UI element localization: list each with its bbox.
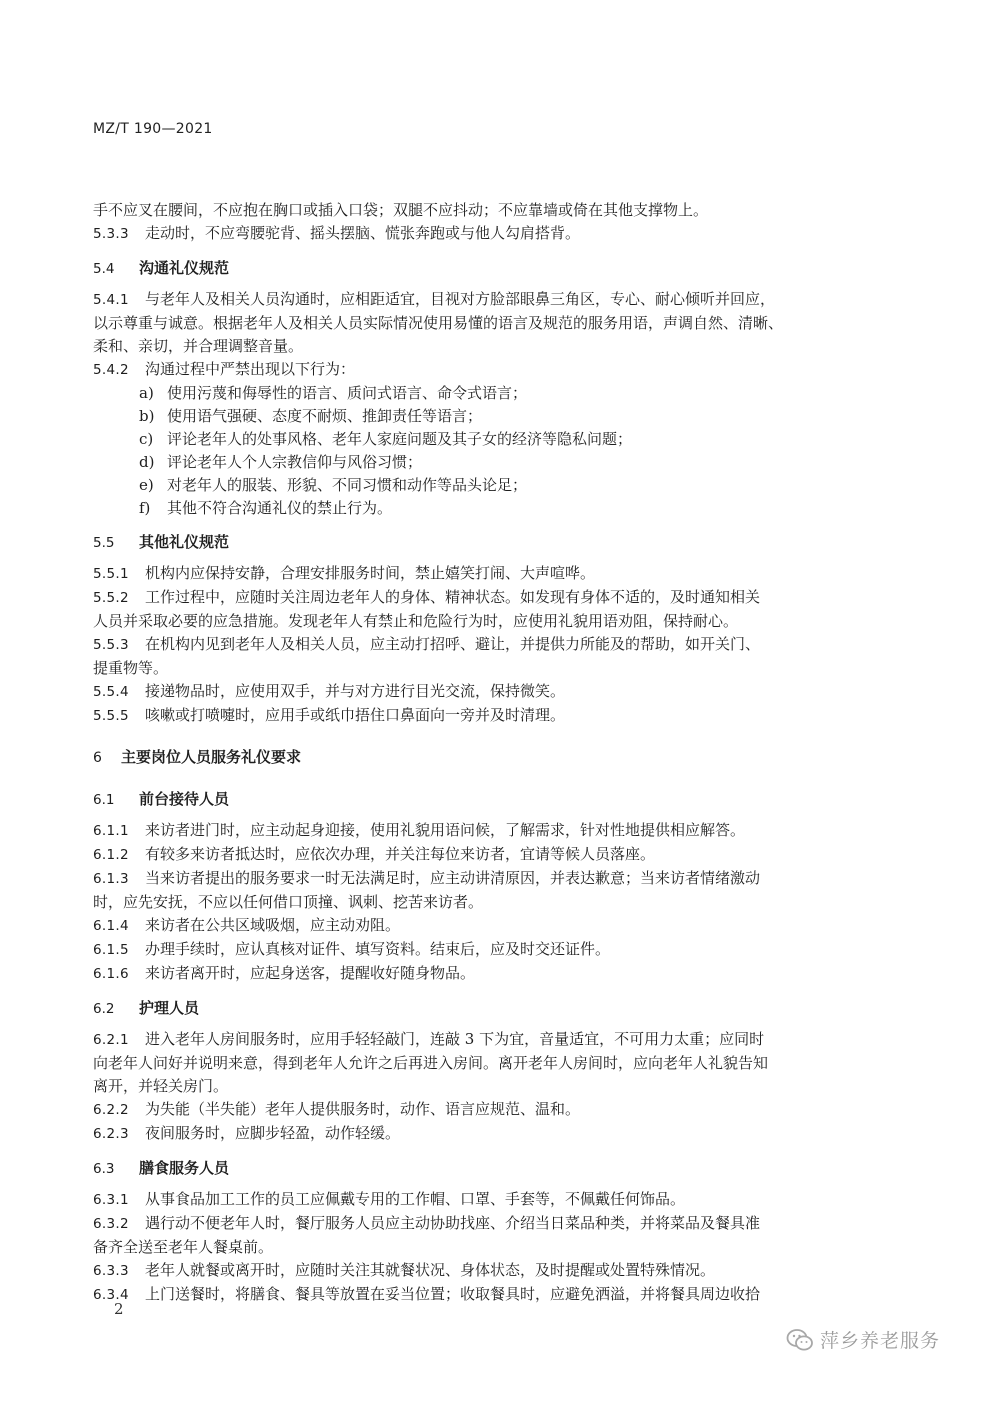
clause bbox=[93, 867, 893, 891]
page-number: 2 bbox=[114, 1300, 124, 1318]
clause-text: 为失能（半失能）老年人提供服务时，动作、语言应规范、温和。 bbox=[145, 1100, 581, 1118]
section-heading bbox=[93, 530, 893, 555]
spacer bbox=[93, 1146, 893, 1156]
list-item-text: 评论老年人个人宗教信仰与风俗习惯； bbox=[167, 453, 423, 471]
list-marker: b) bbox=[139, 407, 155, 425]
spacer bbox=[93, 1021, 893, 1028]
clause bbox=[93, 819, 893, 843]
clause-text: 接递物品时，应使用双手，并与对方进行目光交流，保持微笑。 bbox=[145, 682, 566, 700]
clause-text: 来访者离开时，应起身送客，提醒收好随身物品。 bbox=[145, 964, 476, 982]
clause-number: 6.2.1 bbox=[93, 1032, 129, 1048]
list-marker: a) bbox=[139, 384, 154, 402]
clause-number: 6.3 bbox=[93, 1161, 115, 1177]
clause bbox=[93, 562, 893, 586]
clause-text: 前台接待人员 bbox=[139, 790, 230, 808]
clause-text: 沟通礼仪规范 bbox=[139, 259, 230, 277]
clause-number: 6.2 bbox=[93, 1001, 115, 1017]
section-heading bbox=[93, 1156, 893, 1181]
clause bbox=[93, 962, 893, 986]
list-marker: f) bbox=[139, 499, 151, 517]
list-marker: d) bbox=[139, 453, 155, 471]
clause bbox=[93, 1098, 893, 1122]
continuation-line: 柔和、亲切，并合理调整音量。 bbox=[93, 337, 304, 355]
spacer bbox=[93, 1181, 893, 1188]
clause-number: 5.4.1 bbox=[93, 292, 129, 308]
list-item bbox=[93, 497, 893, 520]
clause bbox=[93, 680, 893, 704]
document-body bbox=[93, 199, 893, 1307]
clause-text: 遇行动不便老年人时，餐厅服务人员应主动协助找座、介绍当日菜品种类，并将菜品及餐具准 bbox=[145, 1214, 761, 1232]
clause-text: 其他礼仪规范 bbox=[139, 533, 230, 551]
list-item-text: 对老年人的服装、形貌、不同习惯和动作等品头论足； bbox=[167, 476, 528, 494]
clause-text: 主要岗位人员服务礼仪要求 bbox=[121, 748, 302, 766]
clause-number: 6.1.4 bbox=[93, 918, 129, 934]
clause-number: 5.3.3 bbox=[93, 226, 129, 242]
continuation-line: 以示尊重与诚意。根据老年人及相关人员实际情况使用易懂的语言及规范的服务用语，声调自然、清晰、 bbox=[93, 314, 784, 332]
spacer bbox=[93, 770, 893, 787]
clause-number: 6.1.5 bbox=[93, 942, 129, 958]
spacer bbox=[93, 246, 893, 256]
clause bbox=[93, 938, 893, 962]
clause-text: 夜间服务时，应脚步轻盈，动作轻缓。 bbox=[145, 1124, 401, 1142]
clause-number: 6.1.2 bbox=[93, 847, 129, 863]
list-item bbox=[93, 405, 893, 428]
list-item bbox=[93, 382, 893, 405]
clause bbox=[93, 1259, 893, 1283]
clause-text: 沟通过程中严禁出现以下行为： bbox=[145, 360, 356, 378]
clause bbox=[93, 1188, 893, 1212]
clause-text: 当来访者提出的服务要求一时无法满足时，应主动讲清原因，并表达歉意；当来访者情绪激动 bbox=[145, 869, 761, 887]
standard-code: MZ/T 190—2021 bbox=[93, 121, 213, 137]
list-item-text: 评论老年人的处事风格、老年人家庭问题及其子女的经济等隐私问题； bbox=[167, 430, 633, 448]
wechat-icon bbox=[786, 1328, 814, 1352]
clause bbox=[93, 586, 893, 610]
clause bbox=[93, 1283, 893, 1307]
clause-number: 6.1.6 bbox=[93, 966, 129, 982]
clause-text: 膳食服务人员 bbox=[139, 1159, 230, 1177]
continuation-line: 时，应先安抚，不应以任何借口顶撞、讽刺、挖苦来访者。 bbox=[93, 893, 484, 911]
list-item bbox=[93, 428, 893, 451]
clause-text: 进入老年人房间服务时，应用手轻轻敲门，连敲 3 下为宜，音量适宜，不可用力太重；应同时 bbox=[145, 1030, 765, 1048]
clause-text: 上门送餐时，将膳食、餐具等放置在妥当位置；收取餐具时，应避免洒溢，并将餐具周边收拾 bbox=[145, 1285, 761, 1303]
clause-number: 6 bbox=[93, 750, 102, 766]
clause bbox=[93, 914, 893, 938]
clause bbox=[93, 222, 893, 246]
clause-text: 护理人员 bbox=[139, 999, 200, 1017]
continuation-line: 提重物等。 bbox=[93, 659, 169, 677]
section-heading bbox=[93, 787, 893, 812]
list-item bbox=[93, 474, 893, 497]
continuation-line: 离开，并轻关房门。 bbox=[93, 1077, 229, 1095]
continuation-line: 向老年人问好并说明来意，得到老年人允许之后再进入房间。离开老年人房间时，应向老年人礼貌告知 bbox=[93, 1054, 769, 1072]
clause-text: 从事食品加工工作的员工应佩戴专用的工作帽、口罩、手套等，不佩戴任何饰品。 bbox=[145, 1190, 686, 1208]
clause-number: 5.4.2 bbox=[93, 362, 129, 378]
clause-text: 办理手续时，应认真核对证件、填写资料。结束后，应及时交还证件。 bbox=[145, 940, 611, 958]
clause-text: 在机构内见到老年人及相关人员，应主动打招呼、避让，并提供力所能及的帮助，如开关门、 bbox=[145, 635, 761, 653]
section-heading bbox=[93, 996, 893, 1021]
clause-number: 5.5.3 bbox=[93, 637, 129, 653]
list-item-text: 其他不符合沟通礼仪的禁止行为。 bbox=[167, 499, 393, 517]
clause-text: 有较多来访者抵达时，应依次办理，并关注每位来访者，宜请等候人员落座。 bbox=[145, 845, 656, 863]
clause-number: 6.2.3 bbox=[93, 1126, 129, 1142]
clause-number: 5.5 bbox=[93, 535, 115, 551]
clause-number: 5.4 bbox=[93, 261, 115, 277]
clause-number: 6.1.1 bbox=[93, 823, 129, 839]
list-item-text: 使用语气强硬、态度不耐烦、推卸责任等语言； bbox=[167, 407, 483, 425]
list-item-text: 使用污蔑和侮辱性的语言、质问式语言、命令式语言； bbox=[167, 384, 528, 402]
clause bbox=[93, 843, 893, 867]
chapter-heading bbox=[93, 745, 893, 770]
clause-text: 老年人就餐或离开时，应随时关注其就餐状况、身体状态，及时提醒或处置特殊情况。 bbox=[145, 1261, 716, 1279]
section-heading bbox=[93, 256, 893, 281]
clause-number: 6.2.2 bbox=[93, 1102, 129, 1118]
list-marker: c) bbox=[139, 430, 154, 448]
clause-number: 6.3.1 bbox=[93, 1192, 129, 1208]
clause-number: 5.5.1 bbox=[93, 566, 129, 582]
clause-number: 6.3.2 bbox=[93, 1216, 129, 1232]
clause-text: 机构内应保持安静，合理安排服务时间，禁止嬉笑打闹、大声喧哗。 bbox=[145, 564, 596, 582]
spacer bbox=[93, 520, 893, 530]
clause bbox=[93, 1122, 893, 1146]
clause-text: 咳嗽或打喷嚏时，应用手或纸巾捂住口鼻面向一旁并及时清理。 bbox=[145, 706, 566, 724]
clause-text: 来访者在公共区域吸烟，应主动劝阻。 bbox=[145, 916, 401, 934]
continuation-line: 备齐全送至老年人餐桌前。 bbox=[93, 1238, 274, 1256]
clause bbox=[93, 633, 893, 657]
watermark-text: 萍乡养老服务 bbox=[820, 1330, 941, 1352]
list-item bbox=[93, 451, 893, 474]
continuation-line: 人员并采取必要的应急措施。发现老年人有禁止和危险行为时，应使用礼貌用语劝阻，保持耐心。 bbox=[93, 612, 739, 630]
clause-number: 6.3.4 bbox=[93, 1287, 129, 1303]
clause-number: 6.3.3 bbox=[93, 1263, 129, 1279]
clause bbox=[93, 288, 893, 312]
clause-text: 来访者进门时，应主动起身迎接，使用礼貌用语问候，了解需求，针对性地提供相应解答。 bbox=[145, 821, 746, 839]
clause-number: 5.5.2 bbox=[93, 590, 129, 606]
clause bbox=[93, 1028, 893, 1052]
clause-text: 与老年人及相关人员沟通时，应相距适宜，目视对方脸部眼鼻三角区，专心、耐心倾听并回应， bbox=[145, 290, 776, 308]
spacer bbox=[93, 555, 893, 562]
clause-text: 走动时，不应弯腰驼背、摇头摆脑、慌张奔跑或与他人勾肩搭背。 bbox=[145, 224, 581, 242]
clause bbox=[93, 704, 893, 728]
spacer bbox=[93, 986, 893, 996]
list-marker: e) bbox=[139, 476, 154, 494]
clause bbox=[93, 1212, 893, 1236]
clause-number: 6.1 bbox=[93, 792, 115, 808]
clause-number: 5.5.5 bbox=[93, 708, 129, 724]
spacer bbox=[93, 812, 893, 819]
clause-number: 5.5.4 bbox=[93, 684, 129, 700]
spacer bbox=[93, 281, 893, 288]
continuation-line: 手不应叉在腰间，不应抱在胸口或插入口袋；双腿不应抖动；不应靠墙或倚在其他支撑物上。 bbox=[93, 201, 709, 219]
clause-number: 6.1.3 bbox=[93, 871, 129, 887]
spacer bbox=[93, 728, 893, 745]
clause bbox=[93, 358, 893, 382]
watermark bbox=[786, 1326, 940, 1353]
clause-text: 工作过程中，应随时关注周边老年人的身体、精神状态。如发现有身体不适的，及时通知相关 bbox=[145, 588, 761, 606]
